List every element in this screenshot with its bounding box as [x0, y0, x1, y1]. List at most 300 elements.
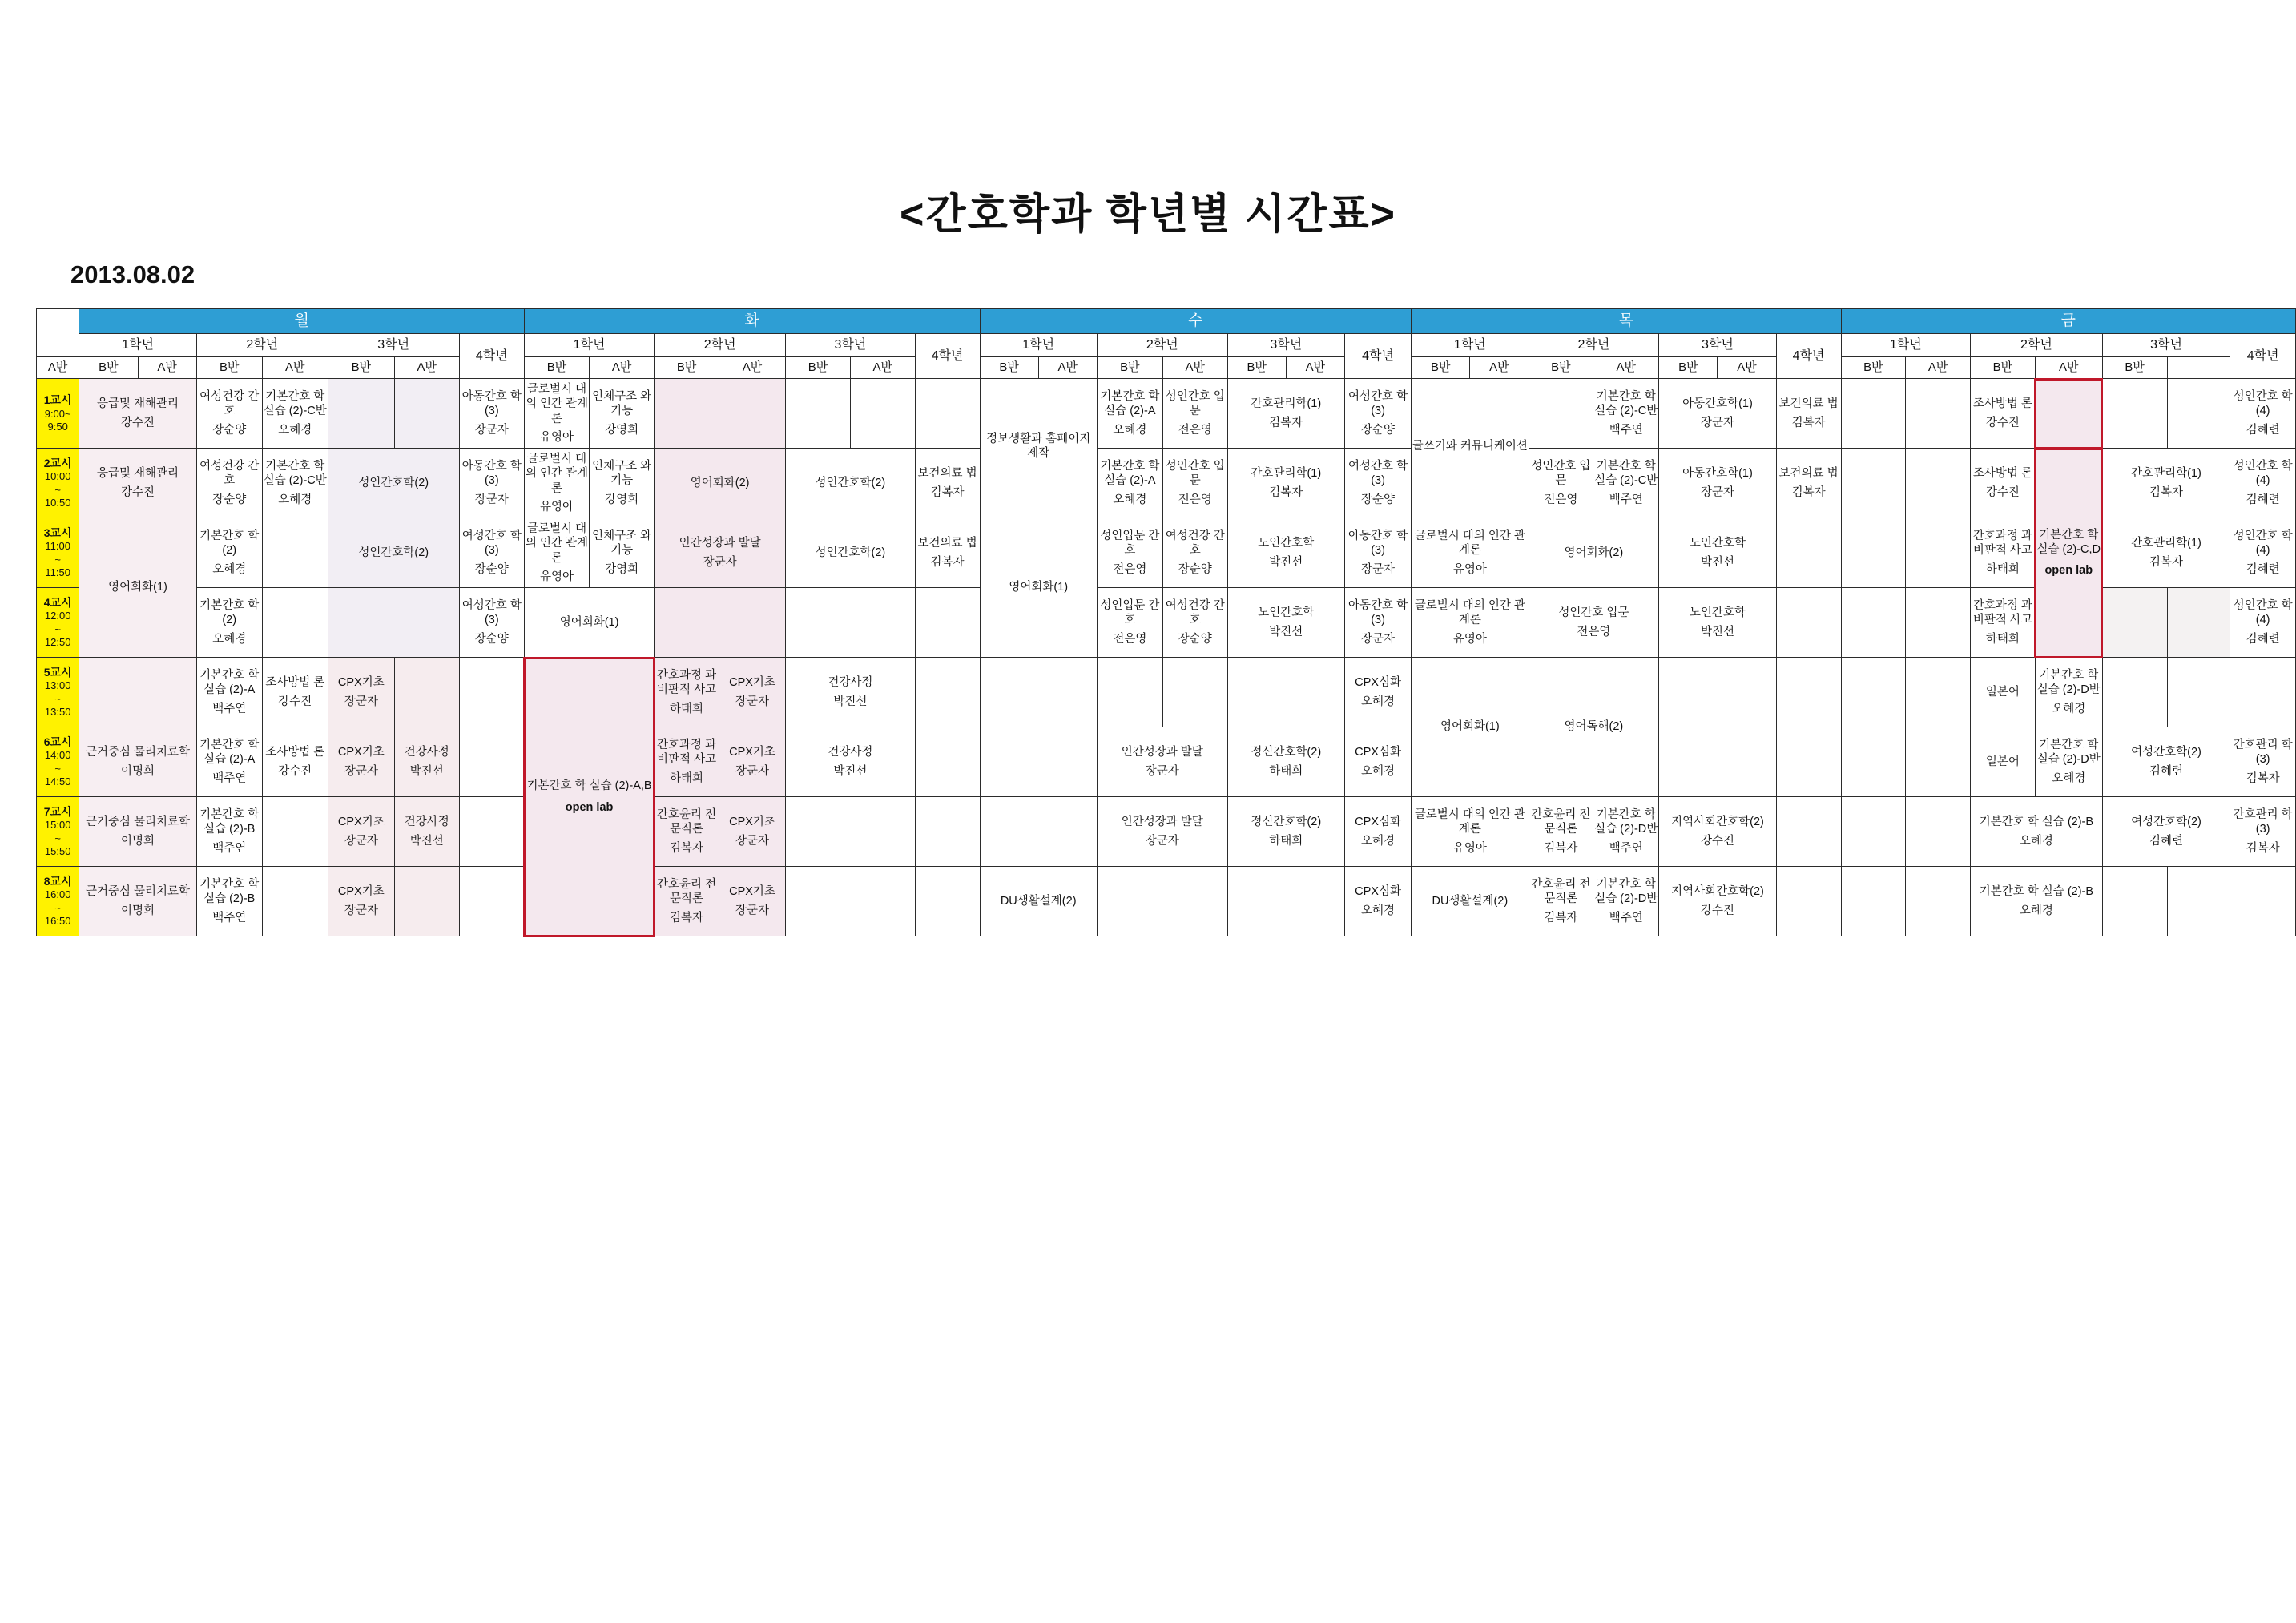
class-cell[interactable] [459, 867, 524, 936]
class-cell[interactable] [1162, 449, 1227, 518]
class-cell[interactable] [786, 727, 916, 797]
class-cell[interactable] [1659, 449, 1776, 518]
class-professor: 김복자 [2149, 555, 2184, 569]
class-header: A반 [262, 357, 328, 379]
class-cell[interactable] [79, 379, 196, 449]
class-cell[interactable] [655, 518, 786, 588]
corner-cell [37, 309, 79, 357]
class-cell[interactable] [459, 658, 524, 727]
class-cell[interactable] [1162, 658, 1227, 727]
class-header: B반 [1097, 357, 1162, 379]
class-cell[interactable] [1971, 379, 2036, 449]
class-cell[interactable] [262, 658, 328, 727]
class-professor: 김복자 [1791, 416, 1826, 429]
class-cell[interactable] [1841, 518, 1906, 588]
class-name: 영어회화(1) [1440, 720, 1500, 734]
class-professor: 백주연 [212, 771, 247, 785]
class-cell[interactable] [1659, 797, 1776, 867]
class-cell[interactable] [980, 727, 1097, 797]
class-cell[interactable] [328, 379, 394, 449]
class-professor: 김혜련 [2246, 423, 2280, 437]
class-cell[interactable] [2102, 867, 2167, 936]
class-cell[interactable] [1529, 588, 1659, 658]
class-professor: 박진선 [833, 764, 868, 778]
class-cell[interactable] [719, 727, 785, 797]
class-professor: 유영아 [1452, 562, 1487, 576]
grade-header-mon-2: 2학년 [196, 334, 328, 357]
class-cell[interactable] [590, 518, 655, 588]
class-cell[interactable] [1227, 727, 1344, 797]
class-cell[interactable] [79, 658, 196, 727]
class-cell[interactable] [1344, 588, 1411, 658]
class-name: 간호관리 학(3) [2233, 739, 2293, 767]
class-cell[interactable] [1097, 588, 1162, 658]
class-cell[interactable] [1971, 449, 2036, 518]
class-cell[interactable] [2230, 867, 2296, 936]
class-name: CPX기초 [729, 746, 775, 759]
class-cell[interactable] [1593, 797, 1659, 867]
class-cell[interactable] [196, 867, 262, 936]
class-name: 보건의료 법 [1778, 467, 1839, 481]
class-cell[interactable] [786, 379, 851, 449]
class-cell[interactable] [786, 518, 916, 588]
class-name: 성인간호 입문 [1558, 606, 1629, 620]
class-professor: 박진선 [1269, 625, 1303, 638]
class-professor: 유영아 [1452, 632, 1487, 646]
class-professor: 장군자 [1700, 485, 1734, 499]
class-professor: 백주연 [1609, 493, 1643, 506]
class-name: 기본간호 학 실습 (2)-B [1979, 885, 2094, 899]
class-cell[interactable] [1841, 588, 1906, 658]
class-name: 영어독해(2) [1564, 720, 1624, 734]
class-cell[interactable] [394, 658, 459, 727]
class-professor: 전은영 [1178, 493, 1212, 506]
class-cell[interactable] [196, 379, 262, 449]
class-cell[interactable] [79, 727, 196, 797]
class-cell[interactable] [1412, 518, 1529, 588]
class-professor: 전은영 [1577, 625, 1611, 638]
class-cell[interactable] [196, 797, 262, 867]
class-cell[interactable] [262, 588, 328, 658]
class-name: 글로벌시 대의 인간 관계론 [1414, 599, 1525, 627]
class-cell[interactable] [590, 449, 655, 518]
class-cell[interactable] [915, 658, 980, 727]
class-cell[interactable] [2167, 867, 2230, 936]
class-cell[interactable] [1841, 867, 1906, 936]
class-professor: 장군자 [1361, 632, 1396, 646]
class-name: 여성간호 학(3) [461, 530, 522, 558]
class-cell[interactable] [1841, 797, 1906, 867]
class-cell[interactable] [655, 379, 719, 449]
class-professor: 김복자 [2246, 771, 2280, 785]
class-header: B반 [524, 357, 589, 379]
class-name: 여성건강 간호 [199, 390, 260, 418]
class-cell[interactable] [328, 518, 459, 588]
class-professor: 김혜련 [2246, 493, 2280, 506]
class-cell[interactable] [1659, 727, 1776, 797]
class-cell[interactable] [1971, 727, 2036, 797]
grade-header-wed-3: 3학년 [1227, 334, 1344, 357]
class-cell[interactable] [1841, 727, 1906, 797]
class-cell[interactable] [655, 658, 719, 727]
class-cell[interactable] [328, 658, 394, 727]
class-header: A반 [1038, 357, 1097, 379]
class-cell[interactable] [2102, 449, 2230, 518]
class-cell[interactable] [196, 518, 262, 588]
class-cell[interactable] [459, 588, 524, 658]
class-cell[interactable] [1227, 518, 1344, 588]
class-cell[interactable] [2102, 658, 2167, 727]
class-name: 기본간호 학 실습 (2)-C,D [2036, 528, 2101, 556]
class-cell[interactable] [719, 379, 785, 449]
class-cell[interactable] [1097, 449, 1162, 518]
class-cell[interactable] [1776, 449, 1841, 518]
class-professor: 하태희 [670, 771, 704, 785]
class-cell[interactable] [394, 379, 459, 449]
class-cell[interactable] [1227, 658, 1344, 727]
grade-header-tue-2: 2학년 [655, 334, 786, 357]
class-cell[interactable] [2230, 727, 2296, 797]
class-cell[interactable] [262, 518, 328, 588]
class-cell[interactable] [980, 658, 1097, 727]
class-professor: 백주연 [1609, 911, 1643, 924]
grade-header-tue-4: 4학년 [915, 334, 980, 379]
class-cell[interactable] [394, 727, 459, 797]
class-cell[interactable] [980, 379, 1097, 518]
class-cell[interactable] [1412, 379, 1529, 518]
class-name: 글로벌시 대의 인간 관계론 [525, 453, 589, 495]
class-name: 기본간호 학 실습 (2)-C반 [263, 390, 327, 418]
class-cell[interactable] [196, 449, 262, 518]
class-cell[interactable] [655, 797, 719, 867]
class-header: A반 [590, 357, 655, 379]
class-cell[interactable] [2102, 588, 2167, 658]
class-cell[interactable] [1659, 867, 1776, 936]
class-cell[interactable] [655, 867, 719, 936]
class-cell[interactable] [915, 797, 980, 867]
class-name: 간호윤리 전문직론 [657, 878, 717, 906]
class-header: A반 [1470, 357, 1529, 379]
class-cell[interactable] [1906, 658, 1971, 727]
class-cell[interactable] [980, 518, 1097, 658]
class-cell[interactable] [1906, 797, 1971, 867]
class-cell[interactable] [1412, 588, 1529, 658]
class-professor: 장군자 [344, 904, 378, 917]
grade-header-thu-4: 4학년 [1776, 334, 1841, 379]
class-cell[interactable] [1344, 727, 1411, 797]
class-cell[interactable] [1593, 867, 1659, 936]
class-name: CPX심화 [1355, 816, 1401, 829]
class-cell[interactable] [1841, 379, 1906, 449]
class-name: 아동간호학(1) [1682, 397, 1753, 411]
grade-header-fri-4: 4학년 [2230, 334, 2296, 379]
class-professor: 김복자 [1544, 841, 1578, 855]
class-cell[interactable] [1412, 797, 1529, 867]
class-cell[interactable] [2230, 518, 2296, 588]
class-cell[interactable] [196, 588, 262, 658]
class-cell[interactable] [328, 449, 459, 518]
class-name: 기본간호 학 실습 (2)-D반 [2036, 669, 2101, 697]
class-header: B반 [328, 357, 394, 379]
period-label-7 [37, 797, 79, 867]
class-cell[interactable] [79, 797, 196, 867]
class-cell[interactable] [1344, 797, 1411, 867]
class-cell[interactable] [1097, 379, 1162, 449]
class-header: A반 [138, 357, 196, 379]
class-cell[interactable] [459, 379, 524, 449]
class-cell[interactable] [1776, 588, 1841, 658]
class-cell[interactable] [1344, 379, 1411, 449]
class-cell[interactable] [328, 797, 394, 867]
class-cell[interactable] [1659, 379, 1776, 449]
class-cell[interactable] [1412, 867, 1529, 936]
class-cell[interactable] [915, 449, 980, 518]
class-cell[interactable] [1412, 658, 1529, 797]
class-cell[interactable] [459, 797, 524, 867]
class-cell[interactable] [262, 797, 328, 867]
class-cell[interactable] [786, 588, 916, 658]
class-cell[interactable] [1227, 588, 1344, 658]
day-header-tue: 화 [524, 309, 980, 334]
document-date: 2013.08.02 [70, 260, 195, 288]
class-cell[interactable] [850, 379, 915, 449]
class-cell[interactable] [1227, 797, 1344, 867]
class-cell-highlight[interactable] [2035, 379, 2102, 449]
class-cell[interactable] [655, 449, 786, 518]
class-cell[interactable] [394, 867, 459, 936]
class-cell[interactable] [915, 867, 980, 936]
period-label-5 [37, 658, 79, 727]
class-cell[interactable] [524, 518, 589, 588]
class-cell[interactable] [1529, 379, 1593, 449]
class-cell[interactable] [1906, 379, 1971, 449]
class-name: 노인간호학 [1258, 606, 1315, 620]
class-name: 간호윤리 전문직론 [657, 808, 717, 836]
class-cell[interactable] [719, 797, 785, 867]
class-cell[interactable] [79, 449, 196, 518]
class-name: CPX심화 [1355, 746, 1401, 759]
class-cell[interactable] [2230, 797, 2296, 867]
class-cell[interactable] [2102, 518, 2230, 588]
class-header: A반 [1906, 357, 1971, 379]
class-cell[interactable] [980, 797, 1097, 867]
class-cell[interactable] [1097, 727, 1227, 797]
class-cell[interactable] [2035, 727, 2102, 797]
class-cell[interactable] [655, 727, 719, 797]
class-cell[interactable] [1529, 658, 1659, 797]
class-cell[interactable] [328, 867, 394, 936]
class-header: A반 [37, 357, 79, 379]
class-cell[interactable] [328, 727, 394, 797]
class-cell[interactable] [915, 727, 980, 797]
class-cell[interactable] [1097, 518, 1162, 588]
class-cell-highlight[interactable] [2035, 449, 2102, 658]
class-cell[interactable] [1971, 518, 2036, 588]
class-cell[interactable] [2230, 658, 2296, 727]
class-cell[interactable] [2230, 379, 2296, 449]
class-cell[interactable] [719, 867, 785, 936]
class-header: A반 [1286, 357, 1344, 379]
class-cell[interactable] [1971, 797, 2103, 867]
period-label-6 [37, 727, 79, 797]
class-cell[interactable] [1776, 518, 1841, 588]
class-cell-highlight[interactable] [524, 658, 654, 936]
class-professor: 장군자 [1361, 562, 1396, 576]
class-cell[interactable] [196, 727, 262, 797]
class-name: 성인간호학(2) [815, 476, 886, 489]
class-cell[interactable] [394, 797, 459, 867]
class-cell[interactable] [2230, 588, 2296, 658]
class-cell[interactable] [1776, 379, 1841, 449]
class-cell[interactable] [1344, 867, 1411, 936]
class-cell[interactable] [459, 518, 524, 588]
class-cell[interactable] [1529, 867, 1593, 936]
class-professor: 박진선 [1700, 555, 1734, 569]
class-cell[interactable] [524, 379, 589, 449]
class-cell[interactable] [459, 449, 524, 518]
class-cell[interactable] [1097, 867, 1227, 936]
class-professor: 오혜경 [1361, 695, 1396, 708]
class-cell[interactable] [1529, 449, 1593, 518]
class-cell[interactable] [2102, 379, 2167, 449]
class-professor: 김복자 [2149, 485, 2184, 499]
class-cell[interactable] [590, 379, 655, 449]
class-cell[interactable] [1593, 449, 1659, 518]
class-cell[interactable] [1906, 518, 1971, 588]
class-cell[interactable] [1776, 727, 1841, 797]
class-cell[interactable] [915, 518, 980, 588]
class-name: 건강사정 [828, 746, 873, 759]
class-cell[interactable] [1906, 449, 1971, 518]
class-name: 일본어 [1985, 685, 2020, 699]
class-cell[interactable] [1162, 518, 1227, 588]
class-professor: 김복자 [1269, 416, 1303, 429]
class-cell[interactable] [1529, 797, 1593, 867]
class-cell[interactable] [1529, 518, 1659, 588]
class-professor: 오혜경 [212, 562, 247, 576]
class-cell[interactable] [1162, 379, 1227, 449]
class-cell[interactable] [1776, 867, 1841, 936]
class-cell[interactable] [1227, 379, 1344, 449]
class-cell[interactable] [328, 588, 459, 658]
grade-header-tue-3: 3학년 [786, 334, 916, 357]
class-cell[interactable] [2167, 658, 2230, 727]
class-professor: 강영희 [605, 423, 639, 437]
class-cell[interactable] [1906, 867, 1971, 936]
class-cell[interactable] [2167, 588, 2230, 658]
class-cell[interactable] [1776, 658, 1841, 727]
class-cell[interactable] [2102, 797, 2230, 867]
class-cell[interactable] [1841, 449, 1906, 518]
class-cell[interactable] [980, 867, 1097, 936]
class-cell[interactable] [1227, 449, 1344, 518]
class-cell[interactable] [915, 379, 980, 449]
class-name: 영어회화(2) [690, 476, 750, 489]
class-cell[interactable] [262, 449, 328, 518]
class-name: 기본간호 학 실습 (2)-B [199, 808, 260, 836]
class-cell[interactable] [1841, 658, 1906, 727]
class-cell[interactable] [1971, 588, 2036, 658]
class-cell[interactable] [1097, 797, 1227, 867]
class-name: 아동간호 학(3) [461, 390, 522, 418]
class-cell[interactable] [2167, 379, 2230, 449]
period-number: 8교시 [43, 874, 72, 888]
class-cell[interactable] [1344, 518, 1411, 588]
class-cell[interactable] [786, 867, 916, 936]
class-cell[interactable] [524, 449, 589, 518]
class-cell[interactable] [262, 379, 328, 449]
class-cell[interactable] [1344, 449, 1411, 518]
class-cell[interactable] [79, 867, 196, 936]
class-cell[interactable] [1776, 797, 1841, 867]
class-name: 인간성장과 발달 [1121, 816, 1203, 829]
class-cell[interactable] [786, 658, 916, 727]
class-professor: 강수진 [121, 416, 155, 429]
grade-header-fri-3: 3학년 [2102, 334, 2230, 357]
class-cell[interactable] [1659, 658, 1776, 727]
class-name: DU생활설계(2) [1432, 894, 1509, 908]
class-professor: 장순양 [1178, 562, 1212, 576]
class-name: 여성간호학(2) [2131, 746, 2201, 759]
class-cell[interactable] [196, 658, 262, 727]
class-cell[interactable] [1344, 658, 1411, 727]
class-professor: 백주연 [212, 841, 247, 855]
class-cell[interactable] [262, 727, 328, 797]
class-name: 간호관리학(1) [1251, 467, 1322, 481]
class-cell[interactable] [786, 797, 916, 867]
class-cell[interactable] [1971, 658, 2036, 727]
class-cell[interactable] [1659, 518, 1776, 588]
class-professor: 강수진 [278, 764, 312, 778]
class-cell[interactable] [1097, 658, 1162, 727]
class-cell[interactable] [655, 588, 786, 658]
class-professor: 오혜경 [278, 423, 312, 437]
class-cell[interactable] [1971, 867, 2103, 936]
class-cell[interactable] [2230, 449, 2296, 518]
class-name: 여성건강 간호 [199, 460, 260, 488]
class-cell[interactable] [1906, 588, 1971, 658]
class-name: 간호윤리 전문직론 [1531, 808, 1591, 836]
class-cell[interactable] [1593, 379, 1659, 449]
class-professor: 강수진 [1985, 485, 2020, 499]
class-cell[interactable] [719, 658, 785, 727]
grade-header-fri-1: 1학년 [1841, 334, 1971, 357]
class-professor: 백주연 [1609, 841, 1643, 855]
class-cell[interactable] [2102, 727, 2230, 797]
class-name: 조사방법 론 [1972, 467, 2032, 481]
class-cell[interactable] [79, 518, 196, 658]
class-name: 간호관리 학(3) [2233, 808, 2293, 836]
class-name: CPX기초 [729, 816, 775, 829]
period-time: 16:50 [44, 914, 71, 927]
class-name: 기본간호 학 실습 (2)-C반 [263, 460, 327, 488]
class-cell[interactable] [786, 449, 916, 518]
class-cell[interactable] [1227, 867, 1344, 936]
class-cell[interactable] [262, 867, 328, 936]
period-label-2 [37, 449, 79, 518]
class-cell[interactable] [1906, 727, 1971, 797]
class-header: A반 [850, 357, 915, 379]
class-professor: 장군자 [344, 695, 378, 708]
class-header: B반 [1971, 357, 2036, 379]
class-cell[interactable] [1162, 588, 1227, 658]
class-cell[interactable] [1659, 588, 1776, 658]
class-cell[interactable] [524, 588, 654, 658]
grade-header-wed-2: 2학년 [1097, 334, 1227, 357]
class-cell[interactable] [2035, 658, 2102, 727]
class-cell[interactable] [915, 588, 980, 658]
class-cell[interactable] [459, 727, 524, 797]
